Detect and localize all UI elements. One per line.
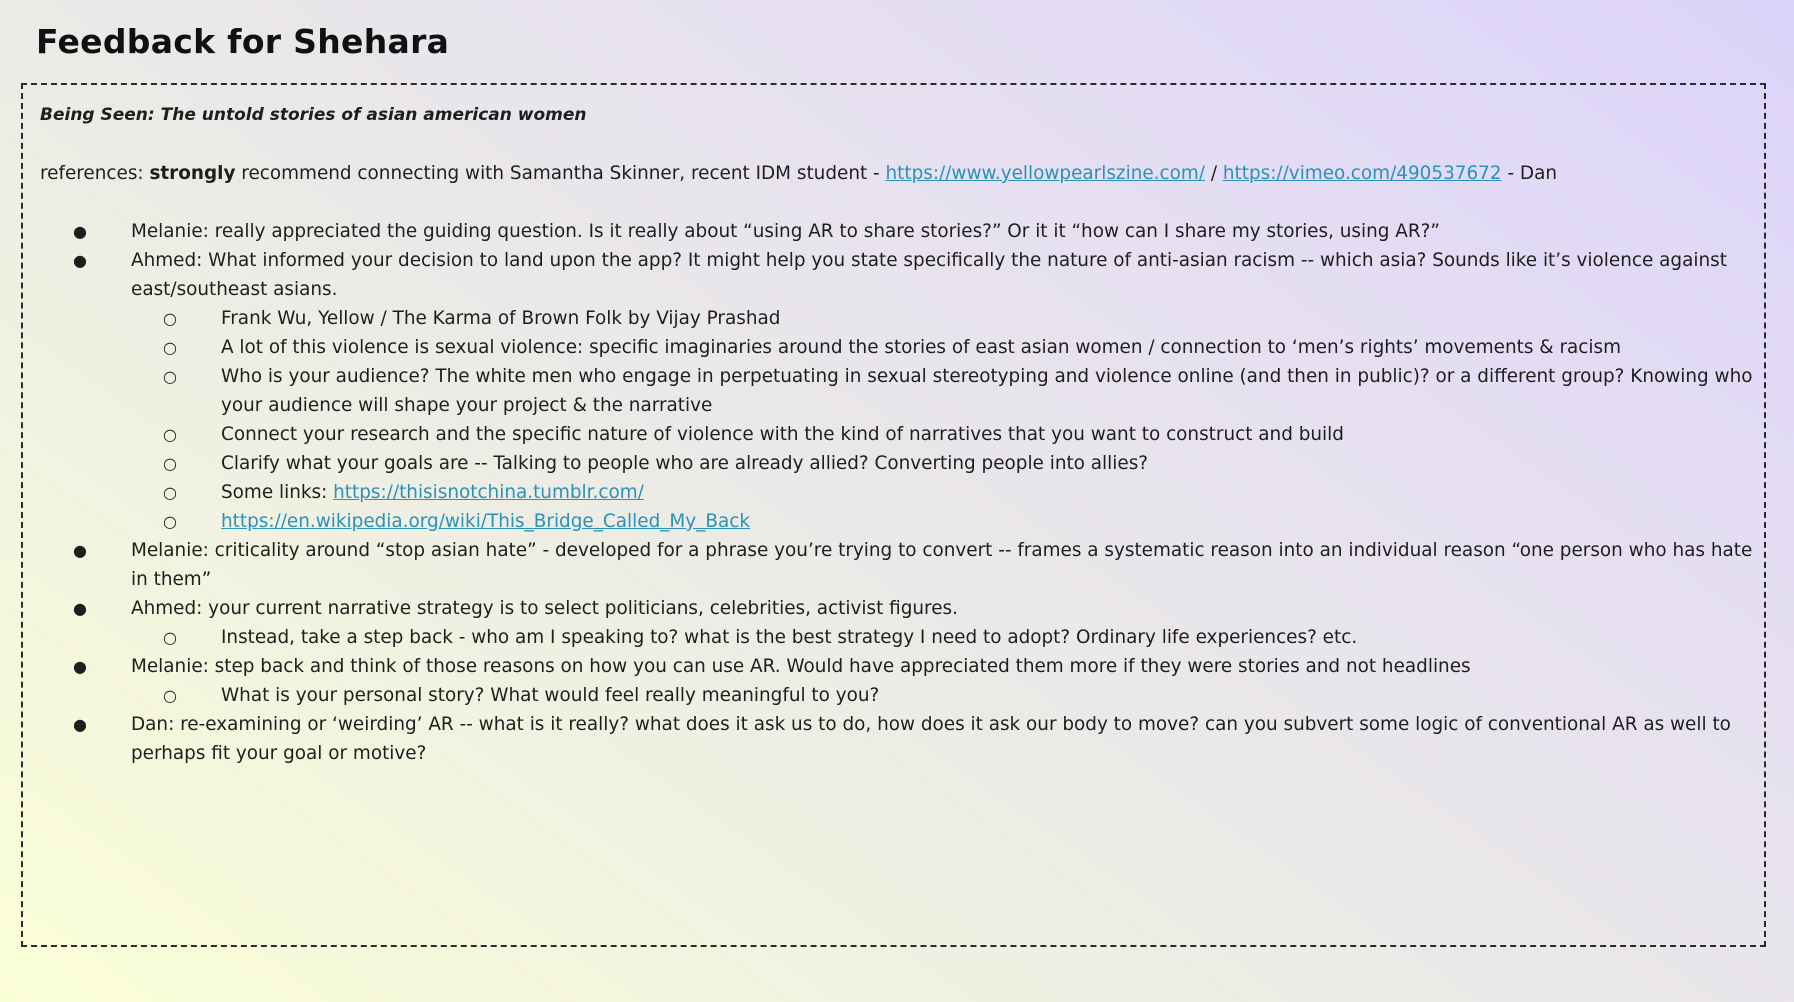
list-item-text: Connect your research and the specific nature of violence with the kind of narratives that you want to construct and build xyxy=(221,424,1344,445)
sub-list-item xyxy=(40,623,1760,652)
list-item xyxy=(40,536,1760,594)
hollow-bullet-icon: ○ xyxy=(163,425,177,444)
bullet-icon: ● xyxy=(73,715,87,734)
references-line xyxy=(40,159,1760,188)
sub-list-item xyxy=(40,507,1760,536)
bullet-icon: ● xyxy=(73,541,87,560)
link-thisisnotchina[interactable]: https://thisisnotchina.tumblr.com/ xyxy=(333,482,644,503)
hollow-bullet-icon: ○ xyxy=(163,338,177,357)
bullet-icon: ● xyxy=(73,222,87,241)
list-item xyxy=(40,652,1760,681)
hollow-bullet-icon: ○ xyxy=(163,483,177,502)
sub-list-item xyxy=(40,681,1760,710)
hollow-bullet-icon: ○ xyxy=(163,628,177,647)
list-item-text: Frank Wu, Yellow / The Karma of Brown Folk by Vijay Prashad xyxy=(221,308,781,329)
list-item-text: Who is your audience? The white men who engage in perpetuating in sexual stereotyping and violence online (and then in public)? or a different group? Knowing who your audience will shape your project & the narrative xyxy=(221,366,1753,416)
sub-list-item xyxy=(40,420,1760,449)
list-item-text: What is your personal story? What would feel really meaningful to you? xyxy=(221,685,880,706)
sub-list-item xyxy=(40,362,1760,420)
list-item-text: Melanie: step back and think of those reasons on how you can use AR. Would have appreciated them more if they were stories and not headlines xyxy=(131,656,1471,677)
project-subtitle: Being Seen: The untold stories of asian american women xyxy=(40,105,587,125)
sub-list-item xyxy=(40,333,1760,362)
link-vimeo[interactable]: https://vimeo.com/490537672 xyxy=(1222,163,1502,184)
references-separator: / xyxy=(1205,163,1223,184)
list-item-text: Dan: re-examining or ‘weirding’ AR -- what is it really? what does it ask us to do, how does it ask our body to move? can you subvert some logic of conventional AR as well to perhaps fit your goal or motive? xyxy=(131,714,1731,764)
feedback-list xyxy=(40,217,1760,768)
list-item-text: Melanie: really appreciated the guiding question. Is it really about “using AR to share stories?” Or it it “how can I share my stories, using AR?” xyxy=(131,221,1440,242)
list-item xyxy=(40,246,1760,304)
link-wikipedia-this-bridge[interactable]: https://en.wikipedia.org/wiki/This_Bridge_Called_My_Back xyxy=(221,511,751,532)
list-item-text: A lot of this violence is sexual violence: specific imaginaries around the stories of east asian women / connection to ‘men’s rights’ movements & racism xyxy=(221,337,1622,358)
list-item xyxy=(40,594,1760,623)
references-emphasis: strongly xyxy=(149,163,236,184)
references-suffix: - Dan xyxy=(1501,163,1558,184)
hollow-bullet-icon: ○ xyxy=(163,454,177,473)
list-item-text: Ahmed: What informed your decision to land upon the app? It might help you state specifically the nature of anti-asian racism -- which asia? Sounds like it’s violence against east/southeast asians. xyxy=(131,250,1727,300)
list-item-text: Some links: xyxy=(221,482,334,503)
feedback-content xyxy=(40,101,1760,768)
hollow-bullet-icon: ○ xyxy=(163,512,177,531)
list-item-text: Ahmed: your current narrative strategy is to select politicians, celebrities, activist figures. xyxy=(131,598,958,619)
bullet-icon: ● xyxy=(73,599,87,618)
references-prefix: references: xyxy=(40,163,150,184)
sub-list-item xyxy=(40,449,1760,478)
bullet-icon: ● xyxy=(73,251,87,270)
hollow-bullet-icon: ○ xyxy=(163,686,177,705)
list-item-text: Melanie: criticality around “stop asian hate” - developed for a phrase you’re trying to convert -- frames a systematic reason into an individual reason “one person who has hate in them” xyxy=(131,540,1753,590)
list-item-text: Instead, take a step back - who am I speaking to? what is the best strategy I need to adopt? Ordinary life experiences? etc. xyxy=(221,627,1358,648)
link-yellowpearlszine[interactable]: https://www.yellowpearlszine.com/ xyxy=(885,163,1205,184)
hollow-bullet-icon: ○ xyxy=(163,367,177,386)
references-text: recommend connecting with Samantha Skinner, recent IDM student - xyxy=(235,163,886,184)
page-title: Feedback for Shehara xyxy=(36,22,450,61)
list-item xyxy=(40,710,1760,768)
bullet-icon: ● xyxy=(73,657,87,676)
hollow-bullet-icon: ○ xyxy=(163,309,177,328)
sub-list-item xyxy=(40,478,1760,507)
list-item xyxy=(40,217,1760,246)
sub-list-item xyxy=(40,304,1760,333)
list-item-text: Clarify what your goals are -- Talking to people who are already allied? Converting people into allies? xyxy=(221,453,1149,474)
